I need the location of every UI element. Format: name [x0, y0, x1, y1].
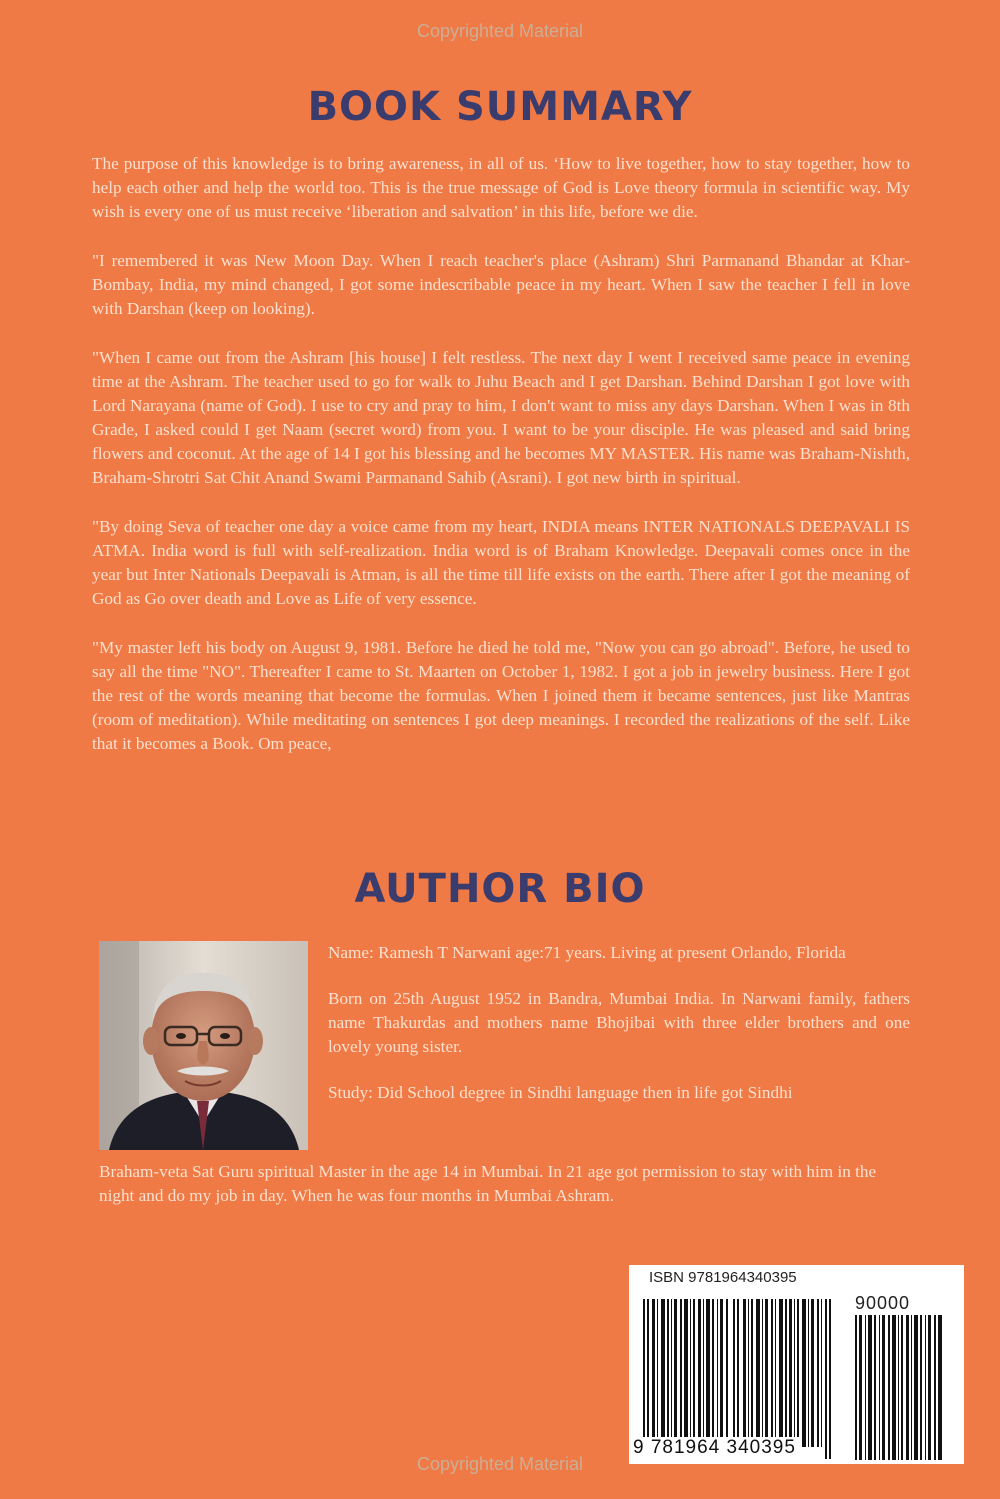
bio-study-line: Study: Did School degree in Sindhi language then in life got Sindhi: [328, 1083, 793, 1102]
author-photo: [99, 941, 308, 1150]
summary-paragraph: "When I came out from the Ashram [his house] I felt restless. The next day I went I received same peace in evening time at the Ashram. The teacher used to go for walk to Juhu Beach and I get Darshan. Behind Darshan I got love with Lord Narayana (name of God). I use to cry and pray to him, I don't want to miss any days Darshan. When I was in 8th Grade, I asked could I get Naam (secret word) from you. I want to be your disciple. He was pleased and said bring flowers and coconut. At the age of 14 I got his blessing and he becomes MY MASTER. His name was Braham-Nishth, Braham-Shrotri Sat Chit Anand Swami Parmanand Sahib (Asrani). I got new birth in spiritual.: [92, 348, 911, 487]
isbn-digits: 9 781964 340395: [633, 1437, 800, 1459]
summary-paragraph: "I remembered it was New Moon Day. When I reach teacher's place (Ashram) Shri Parmanand Bhandar at Khar-Bombay, India, my mind changed, I got some indescribable peace in my heart. When I saw the teacher I fell in love with Darshan (keep on looking).: [92, 251, 910, 318]
summary-paragraph: The purpose of this knowledge is to bring awareness, in all of us. ‘How to live together, how to stay together, how to help each other and help the world too. This is the true message of God is Love theory formula in scientific way. My wish is every one of us must receive ‘liberation and salvation’ in this life, before we die.: [92, 154, 910, 221]
author-bio-side-text: [328, 941, 910, 1127]
bio-born-line: Born on 25th August 1952 in Bandra, Mumbai India. In Narwani family, fathers name Thakurdas and mothers name Bhojibai with three elder brothers and one lovely young sister.: [328, 989, 910, 1056]
price-code: 90000: [855, 1293, 911, 1313]
isbn-label: ISBN 9781964340395: [649, 1269, 797, 1286]
author-bio-heading: AUTHOR BIO: [354, 866, 646, 912]
summary-paragraph: "My master left his body on August 9, 1981. Before he died he told me, "Now you can go abroad". Before, he used to say all the time "NO". Thereafter I came to St. Maarten on October 1, 1982. I got a job in jewelry business. Here I got the rest of the words meaning that become the formulas. When I joined them it became sentences, just like Mantras (room of meditation). While meditating on sentences I got deep meanings. I recorded the realizations of the self. Like that it becomes a Book. Om peace,: [92, 638, 910, 753]
barcode-bars-main: [633, 1289, 845, 1459]
watermark-bottom: Copyrighted Material: [416, 1454, 584, 1474]
book-summary-heading: BOOK SUMMARY: [307, 84, 693, 130]
isbn-barcode: [629, 1265, 964, 1464]
bio-continued-text: Braham-veta Sat Guru spiritual Master in the age 14 in Mumbai. In 21 age got permission to stay with him in the night and do my job in day. When he was four months in Mumbai Ashram.: [99, 1162, 877, 1205]
book-summary-text: [92, 152, 910, 781]
watermark-top: Copyrighted Material: [416, 21, 584, 41]
barcode-bars-addon: [851, 1315, 947, 1460]
summary-paragraph: "By doing Seva of teacher one day a voice came from my heart, INDIA means INTER NATIONALS DEEPAVALI IS ATMA. India word is full with self-realization. India word is of Braham Knowledge. Deepavali comes once in the year but Inter Nationals Deepavali is Atman, is all the time till life exists on the earth. There after I got the meaning of God as Go over death and Love as Life of very essence.: [92, 517, 910, 608]
bio-name-line: Name: Ramesh T Narwani age:71 years. Living at present Orlando, Florida: [328, 943, 846, 962]
